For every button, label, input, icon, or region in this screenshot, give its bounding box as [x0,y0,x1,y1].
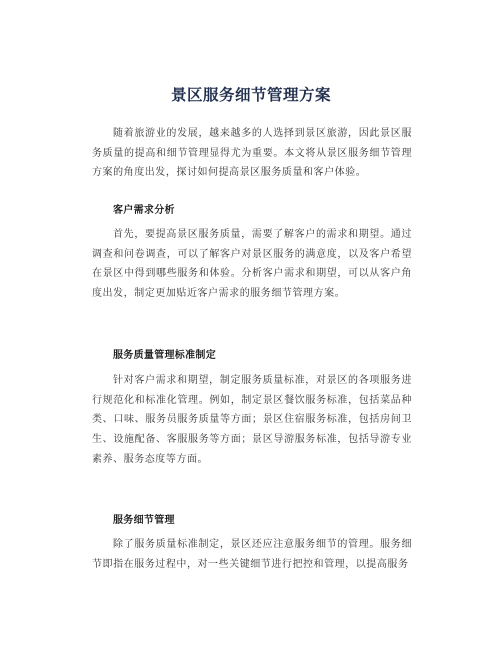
section-body-customer-needs: 首先，要提高景区服务质量，需要了解客户的需求和期望。通过调查和问卷调查，可以了解客户对景区服务的满意度，以及客户希望在景区中得到哪些服务和体验。分析客户需求和期望，可以从客户角度出发，制定更加贴近客户需求的服务细节管理方案。 [92,229,412,300]
section-body-detail-management: 除了服务质量标准制定，景区还应注意服务细节的管理。服务细节即指在服务过程中，对一些关键细节进行把控和管理，以提高服务 [92,539,412,570]
section-heading-quality-standards: 服务质量管理标准制定 [113,350,216,361]
section-heading-detail-management: 服务细节管理 [113,515,175,526]
intro-paragraph: 随着旅游业的发展，越来越多的人选择到景区旅游，因此景区服务质量的提高和细节管理显得尤为重要。本文将从景区服务细节管理方案的角度出发，探讨如何提高景区服务质量和客户体验。 [92,128,412,179]
section-heading-customer-needs: 客户需求分析 [113,205,175,216]
section-body-quality-standards: 针对客户需求和期望，制定服务质量标准，对景区的各项服务进行规范化和标准化管理。例如，制定景区餐饮服务标准，包括菜品种类、口味、服务员服务质量等方面；景区住宿服务标准，包括房间卫生、设施配备、客服服务等方面；景区导游服务标准，包括导游专业素养、服务态度等方面。 [92,375,412,465]
document-title: 景区服务细节管理方案 [170,86,331,104]
